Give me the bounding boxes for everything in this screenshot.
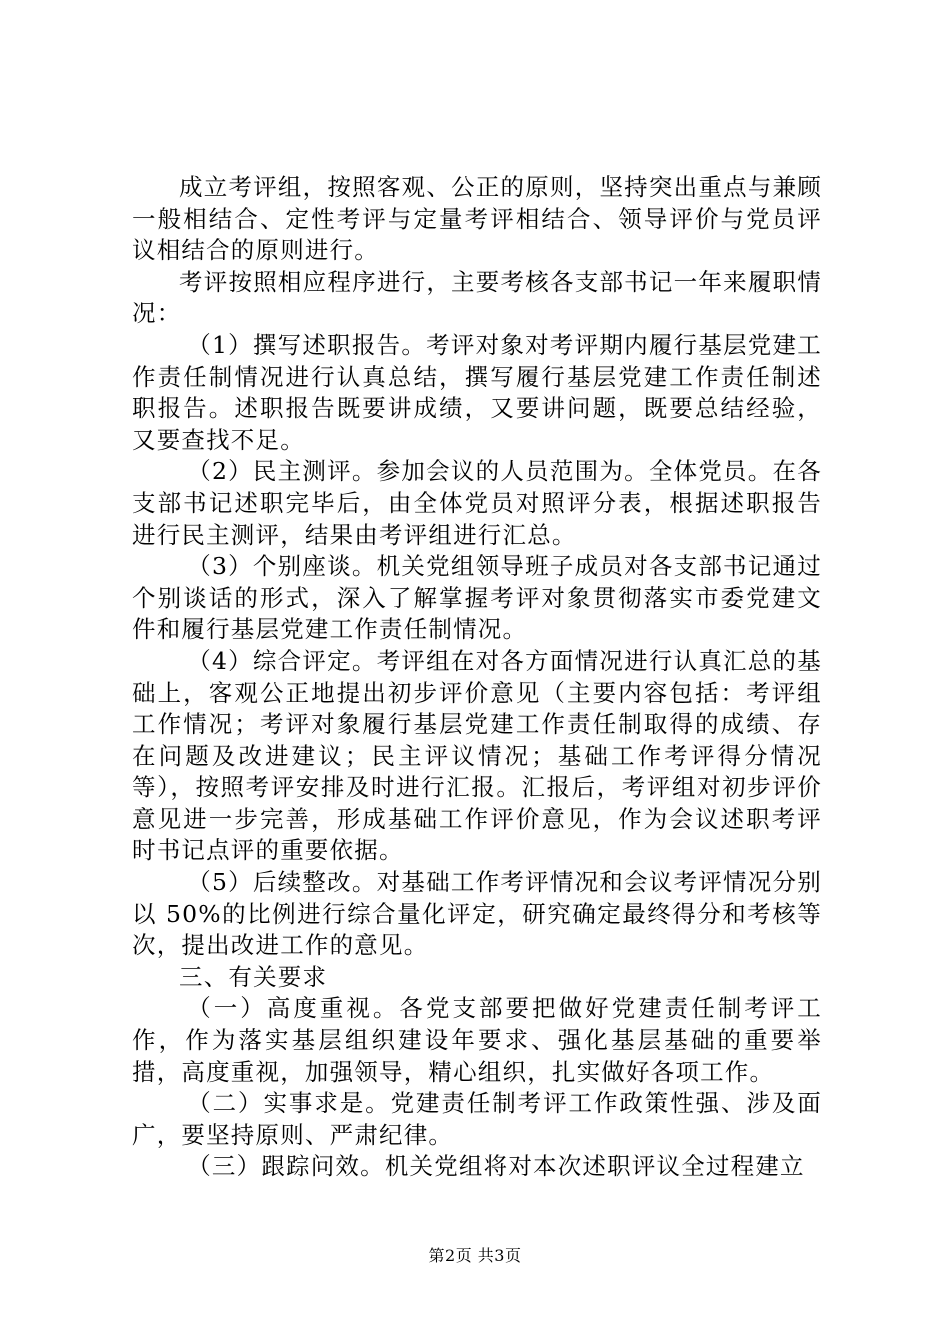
paragraph-step-4-comprehensive: （4）综合评定。考评组在对各方面情况进行认真汇总的基础上，客观公正地提出初步评价意见（主要内容包括：考评组工作情况；考评对象履行基层党建工作责任制取得的成绩、存在问题及改进建议；民主评议情况；基础工作考评得分情况等），按照考评安排及时进行汇报。汇报后，考评组对初步评价意见进一步完善，形成基础工作评价意见，作为会议述职考评时书记点评的重要依据。	[132, 646, 822, 865]
paragraph-step-2-evaluation: （2）民主测评。参加会议的人员范围为。全体党员。在各支部书记述职完毕后，由全体党员对照评分表，根据述职报告进行民主测评，结果由考评组进行汇总。	[132, 457, 822, 549]
paragraph-step-3-interview: （3）个别座谈。机关党组领导班子成员对各支部书记通过个别谈话的形式，深入了解掌握考评对象贯彻落实市委党建文件和履行基层党建工作责任制情况。	[132, 552, 822, 644]
page-number-footer: 第2页 共3页	[428, 1246, 522, 1265]
paragraph-requirement-1: （一）高度重视。各党支部要把做好党建责任制考评工作，作为落实基层组织建设年要求、强化基层基础的重要举措，高度重视，加强领导，精心组织，扎实做好各项工作。	[132, 994, 822, 1086]
paragraph-step-1-report: （1）撰写述职报告。考评对象对考评期内履行基层党建工作责任制情况进行认真总结，撰写履行基层党建工作责任制述职报告。述职报告既要讲成绩，又要讲问题，既要总结经验，又要查找不足。	[132, 330, 822, 454]
paragraph-requirement-3: （三）跟踪问效。机关党组将对本次述职评议全过程建立	[187, 1152, 805, 1181]
paragraph-requirement-2: （二）实事求是。党建责任制考评工作政策性强、涉及面广，要坚持原则、严肃纪律。	[132, 1089, 822, 1149]
paragraph-assessment-team: 成立考评组，按照客观、公正的原则，坚持突出重点与兼顾一般相结合、定性考评与定量考评相结合、领导评价与党员评议相结合的原则进行。	[132, 173, 822, 265]
document-body	[132, 172, 822, 1183]
section-heading-requirements: 三、有关要求	[179, 962, 328, 991]
paragraph-step-5-rectification: （5）后续整改。对基础工作考评情况和会议考评情况分别以 50%的比例进行综合量化评定，研究确定最终得分和考核等次，提出改进工作的意见。	[132, 868, 822, 960]
paragraph-assessment-procedure: 考评按照相应程序进行，主要考核各支部书记一年来履职情况：	[132, 267, 822, 328]
